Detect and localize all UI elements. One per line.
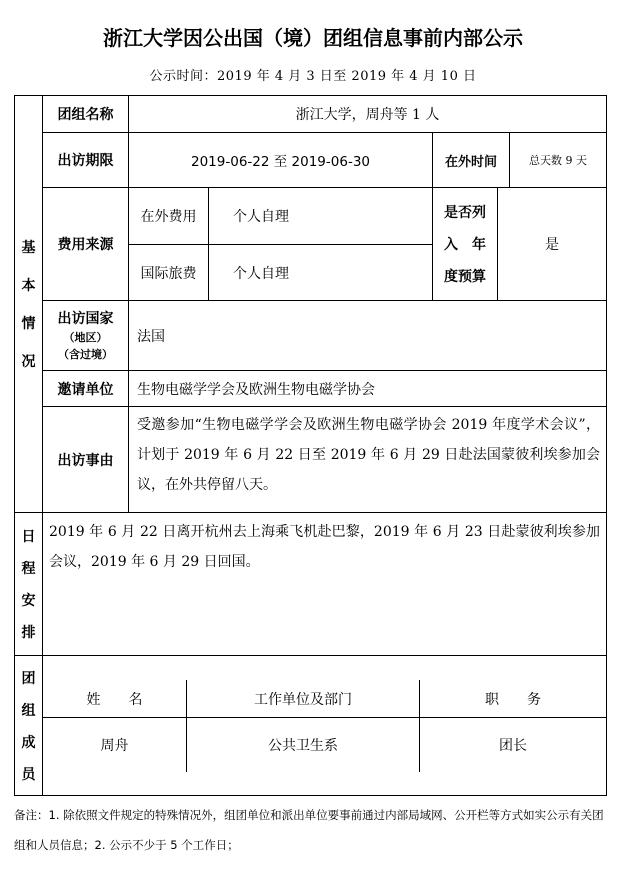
expense-source-label: 费用来源 (57, 237, 114, 253)
member-unit: 公共卫生系 (268, 738, 338, 754)
visit-period-label: 出访期限 (57, 153, 114, 169)
schedule-section-label: 日 程 安 排 (21, 529, 36, 641)
publicity-period: 公示时间：2019 年 4 月 3 日至 2019 年 4 月 10 日 (149, 69, 477, 84)
team-name-label: 团组名称 (57, 107, 114, 123)
schedule-text: 2019 年 6 月 22 日离开杭州去上海乘飞机赴巴黎，2019 年 6 月 23 日赴蒙彼利埃参加会议，2019 年 6 月 29 日回国。 (49, 524, 600, 570)
abroad-expense-label: 在外费用 (140, 209, 197, 225)
member-name: 周舟 (100, 738, 129, 754)
members-header-name: 姓 名 (86, 691, 143, 708)
footnote: 备注：1. 除依照文件规定的特殊情况外，组团单位和派出单位要事前通过内部局域网、公开栏等方式如实公示有关团组和人员信息；2. 公示不少于 5 个工作日； (14, 808, 604, 852)
inviter-label: 邀请单位 (57, 381, 114, 398)
page-title: 浙江大学因公出国（境）团组信息事前内部公示 (103, 26, 523, 50)
members-header-position: 职 务 (485, 691, 541, 708)
abroad-time-value: 总天数 9 天 (529, 154, 587, 167)
members-header-unit: 工作单位及部门 (254, 691, 352, 708)
country-value: 法国 (137, 328, 165, 345)
country-label: 出访国家 （地区） （含过境） (57, 310, 114, 361)
member-position: 团长 (499, 738, 527, 754)
purpose-label: 出访事由 (57, 452, 114, 469)
intl-travel-value: 个人自理 (233, 265, 289, 282)
budget-value: 是 (545, 237, 559, 253)
budget-label: 是否列 入 年 度预算 (444, 205, 486, 285)
visit-period-value: 2019-06-22 至 2019-06-30 (191, 154, 370, 170)
purpose-value: 受邀参加“生物电磁学学会及欧洲生物电磁学协会 2019 年度学术会议”，计划于 2019 年 6 月 22 日至 2019 年 6 月 29 日赴法国蒙彼利埃参加会议，在外共停留八天。 (137, 417, 600, 493)
inviter-value: 生物电磁学学会及欧洲生物电磁学协会 (137, 381, 375, 398)
members-section-label: 团 组 成 员 (21, 670, 36, 783)
abroad-expense-value: 个人自理 (233, 209, 289, 225)
basic-info-section-label: 基 本 情 况 (21, 240, 36, 370)
abroad-time-label: 在外时间 (444, 154, 497, 170)
intl-travel-label: 国际旅费 (140, 265, 197, 282)
team-name-value: 浙江大学，周舟等 1 人 (295, 107, 440, 123)
